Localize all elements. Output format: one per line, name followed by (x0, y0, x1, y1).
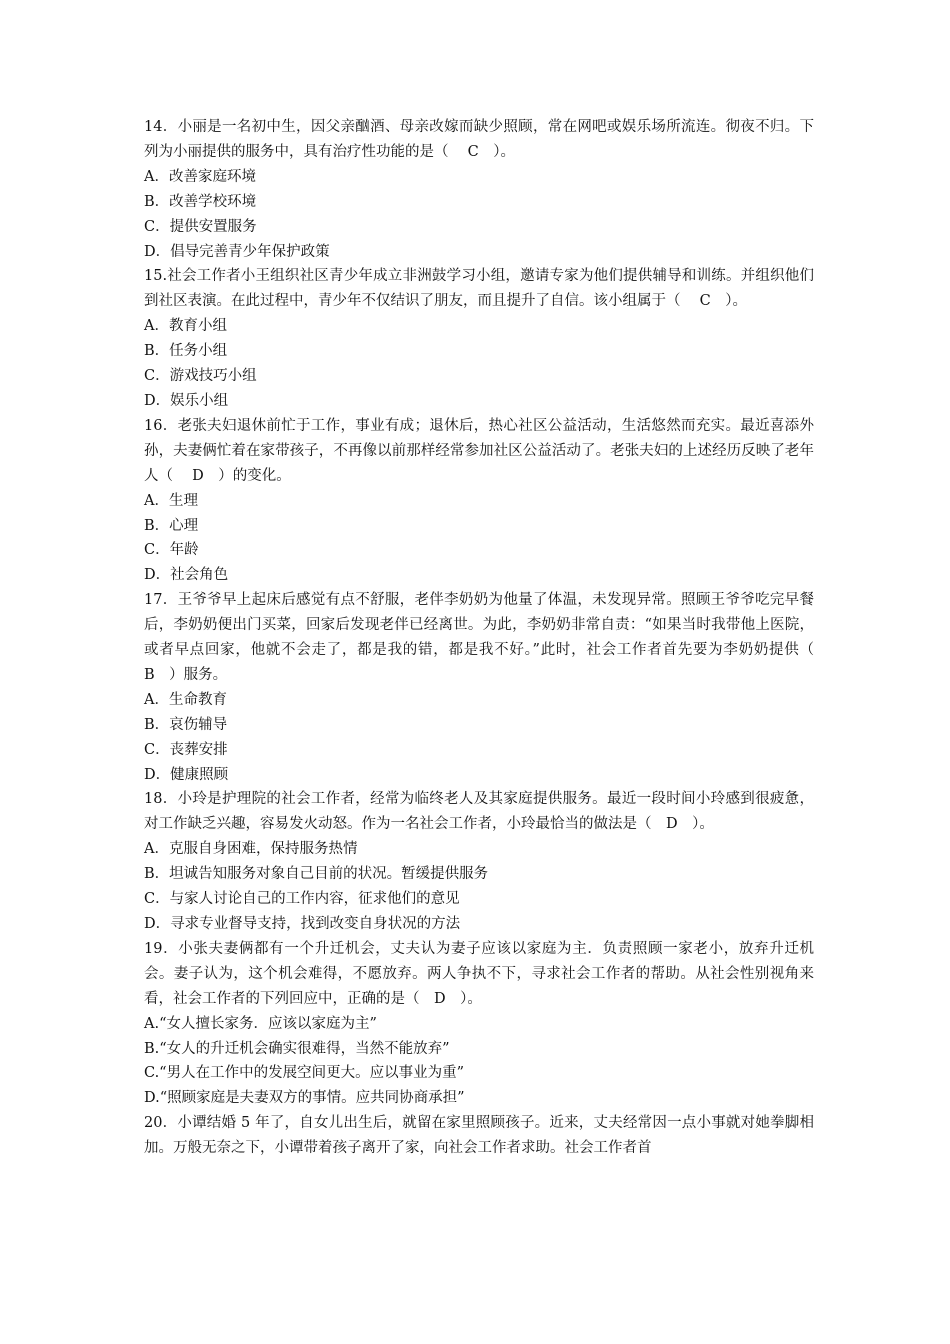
option-b: B．心理 (144, 517, 199, 534)
question-17 (144, 588, 829, 787)
option-a: A．教育小组 (144, 318, 227, 335)
option-c: C.“男人在工作中的发展空间更大。应以事业为重” (144, 1065, 465, 1082)
question-stem: 16．老张夫妇退休前忙于工作，事业有成；退休后，热心社区公益活动，生活悠然而充实。最近喜添外孙，夫妻俩忙着在家带孩子，不再像以前那样经常参加社区公益活动了。老张夫妇的上述经历反映了老年人（ D ）的变化。 (144, 417, 814, 484)
option-a: A．生命教育 (144, 691, 227, 708)
question-stem: 20．小谭结婚 5 年了，自女儿出生后，就留在家里照顾孩子。近来，丈夫经常因一点小事就对她拳脚相加。万般无奈之下，小谭带着孩子离开了家，向社会工作者求助。社会工作者首 (144, 1115, 814, 1157)
option-b: B．改善学校环境 (144, 193, 257, 210)
question-stem: 15.社会工作者小王组织社区青少年成立非洲鼓学习小组，邀请专家为他们提供辅导和训练。并组织他们到社区表演。在此过程中，青少年不仅结识了朋友，而且提升了自信。该小组属于（ C ）。 (144, 268, 814, 310)
option-d: D.“照顾家庭是夫妻双方的事情。应共同协商承担” (144, 1090, 465, 1107)
option-a: A．改善家庭环境 (144, 168, 256, 185)
document-page (144, 115, 829, 1161)
option-b: B．哀伤辅导 (144, 716, 228, 733)
option-a: A．生理 (144, 492, 198, 509)
option-c: C．年龄 (144, 542, 199, 559)
option-b: B.“女人的升迁机会确实很难得，当然不能放弃” (144, 1040, 450, 1057)
question-stem: 14．小丽是一名初中生，因父亲酗酒、母亲改嫁而缺少照顾，常在网吧或娱乐场所流连。彻夜不归。下列为小丽提供的服务中，具有治疗性功能的是（ C ）。 (144, 119, 814, 160)
question-19 (144, 937, 814, 1111)
question-16 (144, 414, 814, 588)
option-c: C．提供安置服务 (144, 218, 257, 235)
question-15 (144, 264, 814, 413)
question-20 (144, 1111, 814, 1161)
option-d: D．倡导完善青少年保护政策 (144, 243, 330, 260)
question-stem: 19．小张夫妻俩都有一个升迁机会，丈夫认为妻子应该以家庭为主．负责照顾一家老小，放弃升迁机会。妻子认为，这个机会难得，不愿放弃。两人争执不下，寻求社会工作者的帮助。从社会性别视角来看，社会工作者的下列回应中，正确的是（ D ）。 (144, 940, 814, 1007)
option-a: A.“女人擅长家务．应该以家庭为主” (144, 1015, 377, 1032)
question-stem: 17．王爷爷早上起床后感觉有点不舒服，老伴李奶奶为他量了体温，未发现异常。照顾王爷爷吃完早餐后，李奶奶便出门买菜，回家后发现老伴已经离世。为此，李奶奶非常自责：“如果当时我带他上医院，或者早点回家，他就不会走了，都是我的错，都是我不好。”此时，社会工作者首先要为李奶奶提供（ B ）服务。 (144, 592, 829, 683)
option-a: A．克服自身困难，保持服务热情 (144, 841, 358, 858)
question-18 (144, 787, 814, 936)
option-d: D．娱乐小组 (144, 392, 229, 409)
question-stem: 18．小玲是护理院的社会工作者，经常为临终老人及其家庭提供服务。最近一段时间小玲感到很疲惫，对工作缺乏兴趣，容易发火动怒。作为一名社会工作者，小玲最恰当的做法是（ D ）。 (144, 791, 814, 833)
question-14 (144, 115, 814, 264)
option-c: C．丧葬安排 (144, 741, 228, 758)
option-c: C．游戏技巧小组 (144, 368, 257, 385)
option-d: D．寻求专业督导支持，找到改变自身状况的方法 (144, 916, 461, 932)
option-d: D．社会角色 (144, 567, 229, 584)
option-b: B．坦诚告知服务对象自己目前的状况。暂缓提供服务 (144, 866, 489, 883)
option-d: D．健康照顾 (144, 766, 229, 783)
option-b: B．任务小组 (144, 343, 228, 360)
option-c: C．与家人讨论自己的工作内容，征求他们的意见 (144, 891, 460, 908)
